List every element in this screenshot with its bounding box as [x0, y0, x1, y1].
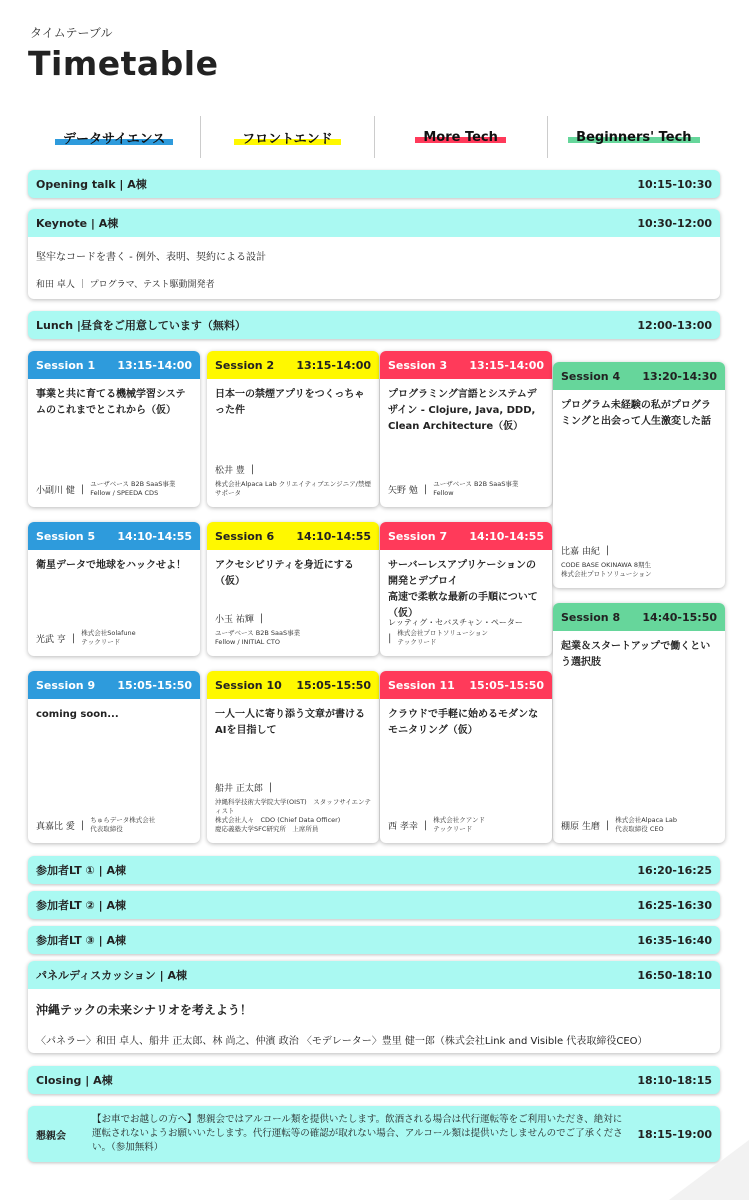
session-time: 14:10-14:55	[469, 529, 544, 543]
lt-1-bar	[28, 856, 720, 884]
session-speaker	[388, 816, 544, 834]
session-talk-title: クラウドで手軽に始めるモダンなモニタリング（仮）	[388, 709, 539, 736]
event-time: 16:50-18:10	[637, 968, 712, 982]
speaker-affiliation: CODE BASE OKINAWA 8期生 株式会社プロトソリューション	[561, 561, 652, 578]
session-speaker	[215, 781, 371, 834]
corner-decoration	[669, 1140, 749, 1200]
session-talk-title: プログラミング言語とシステムデザイン - Clojure, Java, DDD, Clean Architecture（仮）	[388, 389, 537, 432]
event-time: 12:00-13:00	[637, 318, 712, 332]
track-frontend	[201, 116, 374, 158]
keynote-speaker: 和田 卓人 ｜ プログラマ、テスト駆動開発者	[36, 280, 215, 290]
session-number: Session 11	[388, 678, 455, 692]
session-talk-title: サーバーレスアプリケーションの開発とデプロイ 高速で柔軟な最新の手順について（仮）	[388, 560, 538, 619]
session-time: 15:05-15:50	[296, 678, 371, 692]
speaker-name: 光武 亨	[36, 634, 66, 645]
session-time: 15:05-15:50	[469, 678, 544, 692]
speaker-separator: |	[71, 632, 76, 644]
session-header	[28, 351, 200, 379]
session-number: Session 2	[215, 358, 275, 372]
session-time: 13:15-14:00	[296, 358, 371, 372]
track-beginners-tech	[548, 116, 720, 158]
event-label: Closing | A棟	[36, 1074, 113, 1087]
speaker-name: 小玉 祐輝	[215, 615, 254, 625]
speaker-affiliation: 株式会社Alpaca Lab クリエイティブエンジニア/禁煙サポータ	[215, 480, 371, 497]
session-speaker	[561, 816, 717, 834]
session-talk-title: 衛星データで地球をハックせよ！	[36, 560, 186, 571]
event-time: 16:25-16:30	[637, 898, 712, 912]
session-talk-title: 日本一の禁煙アプリをつくっちゃった件	[215, 389, 365, 416]
page-title: Timetable	[28, 44, 219, 83]
speaker-affiliation: 株式会社クアンド テックリード	[433, 816, 485, 833]
speaker-separator: |	[423, 483, 428, 495]
closing-bar	[28, 1066, 720, 1094]
session-speaker	[388, 617, 544, 647]
panel-header	[28, 961, 720, 989]
speaker-separator: |	[250, 464, 255, 475]
session-number: Session 6	[215, 529, 275, 543]
session-speaker	[36, 816, 192, 834]
session-talk-title: アクセシビリティを身近にする（仮）	[215, 560, 354, 587]
session-header	[553, 603, 725, 631]
session-header	[380, 671, 552, 699]
keynote-block	[28, 209, 720, 299]
session-header	[553, 362, 725, 390]
session-header	[28, 671, 200, 699]
panel-discussion-block	[28, 961, 720, 1053]
speaker-name: 棚原 生磨	[561, 821, 600, 832]
session-time: 14:10-14:55	[117, 529, 192, 543]
session-number: Session 5	[36, 529, 96, 543]
session-time: 13:20-14:30	[642, 369, 717, 383]
session-number: Session 3	[388, 358, 448, 372]
session-card-6[interactable]	[207, 522, 379, 656]
track-more-tech	[375, 116, 548, 158]
session-header	[207, 671, 379, 699]
speaker-name: レッティグ・セバスチャン・ペーター	[388, 618, 523, 627]
event-time: 10:15-10:30	[637, 177, 712, 191]
page-subtitle: タイムテーブル	[30, 26, 113, 40]
track-label: データサイエンス	[55, 128, 173, 147]
session-number: Session 10	[215, 678, 282, 692]
konshinkai-label: 懇親会	[36, 1130, 66, 1142]
speaker-affiliation: 沖縄科学技術大学院大学(OIST) スタッフサイエンティスト 株式会社人々 CDO (Chief Data Officer) 慶応義塾大学SFC研究所 上席所員	[215, 798, 371, 833]
session-header	[380, 522, 552, 550]
speaker-separator: |	[605, 819, 610, 831]
session-card-7[interactable]	[380, 522, 552, 656]
session-card-11[interactable]	[380, 671, 552, 843]
lunch-bar	[28, 311, 720, 339]
speaker-name: 矢野 勉	[388, 485, 418, 496]
track-legend	[28, 116, 720, 158]
session-talk-title: 事業と共に育てる機械学習システムのこれまでとこれから（仮）	[36, 389, 186, 416]
session-talk-title: 起業＆スタートアップで働くという選択肢	[561, 641, 711, 668]
event-label: パネルディスカッション | A棟	[36, 969, 187, 982]
speaker-separator: |	[80, 483, 85, 495]
event-label: Opening talk | A棟	[36, 178, 147, 191]
session-speaker	[215, 612, 371, 647]
session-speaker	[215, 463, 371, 498]
speaker-affiliation: ユーザベース B2B SaaS事業 Fellow / INITIAL CTO	[215, 629, 301, 646]
session-header	[380, 351, 552, 379]
session-header	[28, 522, 200, 550]
session-speaker	[388, 480, 544, 498]
speaker-separator: |	[259, 613, 264, 624]
session-time: 13:15-14:00	[117, 358, 192, 372]
speaker-separator: |	[388, 632, 392, 644]
session-talk-title: 一人一人に寄り添う文章が書けるAIを目指して	[215, 709, 365, 736]
speaker-affiliation: 株式会社Solafune テックリード	[81, 629, 136, 646]
event-label: Keynote | A棟	[36, 217, 119, 230]
speaker-name: 船井 正太郎	[215, 784, 263, 794]
speaker-name: 比嘉 由紀	[561, 547, 600, 557]
session-header	[207, 522, 379, 550]
event-label: 参加者LT ② | A棟	[36, 899, 127, 912]
lt-3-bar	[28, 926, 720, 954]
session-speaker	[36, 629, 192, 647]
event-time: 10:30-12:00	[637, 216, 712, 230]
session-number: Session 9	[36, 678, 96, 692]
panel-members: 〈パネラー〉和田 卓人、船井 正太郎、林 尚之、仲濱 政治 〈モデレーター〉豊里 健一郎（株式会社Link and Visible 代表取締役CEO）	[36, 1036, 648, 1047]
event-time: 18:10-18:15	[637, 1073, 712, 1087]
keynote-talk-title: 堅牢なコードを書く - 例外、表明、契約による設計	[36, 252, 266, 263]
session-time: 15:05-15:50	[117, 678, 192, 692]
event-label: Lunch |昼食をご用意しています（無料）	[36, 319, 246, 332]
session-time: 14:10-14:55	[296, 529, 371, 543]
speaker-affiliation: ユーザベース B2B SaaS事業 Fellow / SPEEDA CDS	[90, 480, 176, 497]
speaker-affiliation: 株式会社Alpaca Lab 代表取締役 CEO	[615, 816, 677, 833]
panel-talk-title: 沖縄テックの未来シナリオを考えよう！	[36, 1003, 252, 1017]
session-card-9[interactable]	[28, 671, 200, 843]
session-talk-title: プログラム未経験の私がプログラミングと出会って人生激変した話	[561, 400, 711, 427]
event-time: 16:20-16:25	[637, 863, 712, 877]
konshinkai-time: 18:15-19:00	[637, 1127, 712, 1141]
track-label: フロントエンド	[234, 128, 340, 147]
konshinkai-note: 【お車でお越しの方へ】懇親会ではアルコール類を提供いたします。飲酒される場合は代行運転等をご利用いただき、絶対に運転されないようお願いいたします。代行運転等の確認が取れない場合、アルコール類は提供いたしませんのでご了承ください。（参加無料）	[92, 1114, 623, 1153]
opening-talk-bar	[28, 170, 720, 198]
track-label: Beginners' Tech	[568, 130, 699, 145]
session-header	[207, 351, 379, 379]
session-card-2[interactable]	[207, 351, 379, 507]
session-number: Session 4	[561, 369, 621, 383]
session-card-8[interactable]	[553, 603, 725, 843]
session-speaker	[36, 480, 192, 498]
speaker-separator: |	[268, 782, 273, 793]
speaker-affiliation: 株式会社プロトソリューション テックリード	[397, 629, 488, 646]
speaker-affiliation: ちゅらデータ株式会社 代表取締役	[90, 816, 156, 833]
speaker-separator: |	[80, 819, 85, 831]
lt-2-bar	[28, 891, 720, 919]
speaker-separator: |	[423, 819, 428, 831]
session-time: 13:15-14:00	[469, 358, 544, 372]
session-number: Session 1	[36, 358, 96, 372]
session-time: 14:40-15:50	[642, 610, 717, 624]
session-talk-title: coming soon...	[36, 709, 119, 720]
speaker-name: 松井 豊	[215, 466, 245, 476]
session-card-1[interactable]	[28, 351, 200, 507]
session-card-5[interactable]	[28, 522, 200, 656]
speaker-name: 西 孝幸	[388, 821, 418, 832]
session-card-10[interactable]	[207, 671, 379, 843]
track-data-science	[28, 116, 201, 158]
event-time: 16:35-16:40	[637, 933, 712, 947]
konshinkai-bar	[28, 1106, 720, 1162]
session-speaker	[561, 544, 717, 579]
speaker-affiliation: ユーザベース B2B SaaS事業 Fellow	[433, 480, 519, 497]
session-card-4[interactable]	[553, 362, 725, 588]
track-label: More Tech	[415, 130, 506, 145]
speaker-name: 真嘉比 愛	[36, 821, 75, 832]
speaker-separator: |	[605, 545, 610, 556]
session-card-3[interactable]	[380, 351, 552, 507]
event-label: 参加者LT ① | A棟	[36, 864, 127, 877]
keynote-header	[28, 209, 720, 237]
event-label: 参加者LT ③ | A棟	[36, 934, 127, 947]
speaker-name: 小副川 健	[36, 485, 75, 496]
session-number: Session 8	[561, 610, 621, 624]
session-number: Session 7	[388, 529, 448, 543]
